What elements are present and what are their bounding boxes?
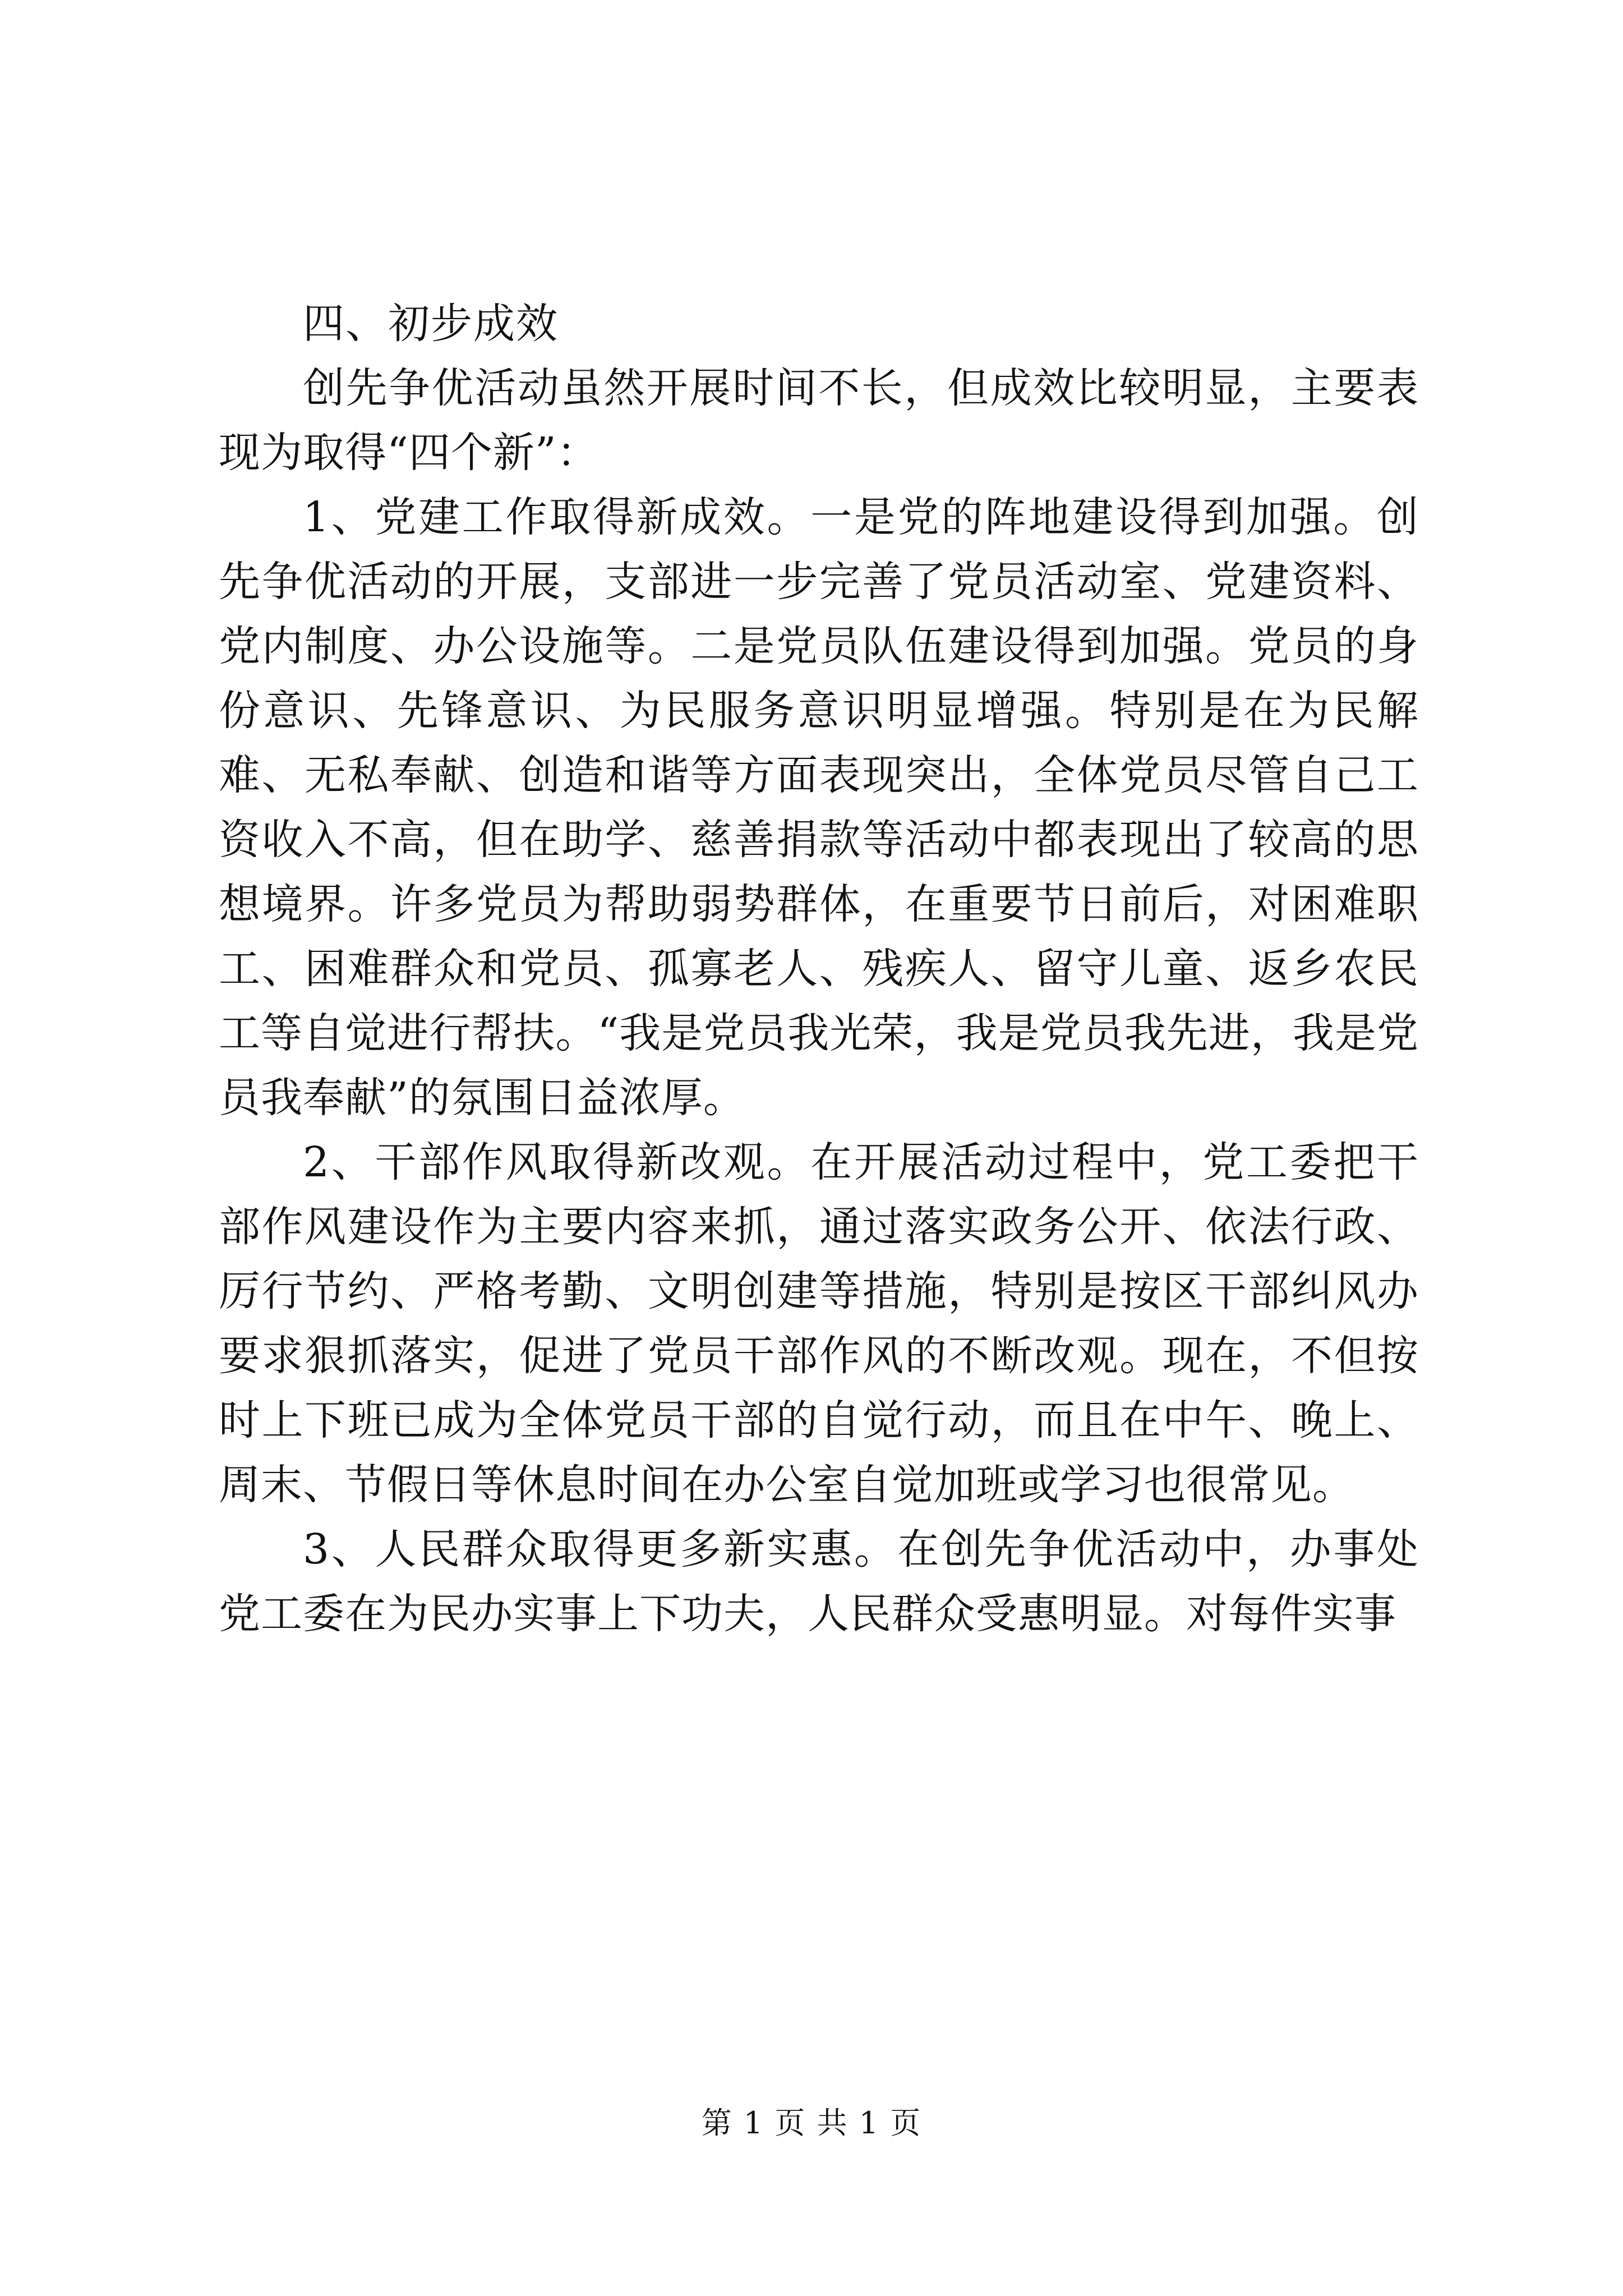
- paragraph-party-building: 1、党建工作取得新成效。一是党的阵地建设得到加强。创先争优活动的开展，支部进一步完善了党员活动室、党建资料、党内制度、办公设施等。二是党员队伍建设得到加强。党员的身份意识、先锋意识、为民服务意识明显增强。特别是在为民解难、无私奉献、创造和谐等方面表现突出，全体党员尽管自己工资收入不高，但在助学、慈善捐款等活动中都表现出了较高的思想境界。许多党员为帮助弱势群体，在重要节日前后，对困难职工、困难群众和党员、孤寡老人、残疾人、留守儿童、返乡农民工等自觉进行帮扶。“我是党员我光荣，我是党员我先进，我是党员我奉献”的氛围日益浓厚。: [219, 493, 1419, 1122]
- document-body: [219, 292, 1419, 1646]
- paragraph-cadre-style: 2、干部作风取得新改观。在开展活动过程中，党工委把干部作风建设作为主要内容来抓，通过落实政务公开、依法行政、厉行节约、严格考勤、文明创建等措施，特别是按区干部纠风办要求狠抓落实，促进了党员干部作风的不断改观。现在，不但按时上下班已成为全体党员干部的自觉行动，而且在中午、晚上、周末、节假日等休息时间在办公室自觉加班或学习也很常见。: [219, 1138, 1419, 1509]
- section-heading: 四、初步成效: [303, 300, 559, 348]
- page-footer: 第 1 页 共 1 页: [701, 2105, 922, 2141]
- paragraph-public-benefit: 3、人民群众取得更多新实惠。在创先争优活动中，办事处党工委在为民办实事上下功夫，人民群众受惠明显。对每件实事: [219, 1525, 1419, 1638]
- paragraph-intro: 创先争优活动虽然开展时间不长，但成效比较明显，主要表现为取得“四个新”：: [219, 364, 1419, 477]
